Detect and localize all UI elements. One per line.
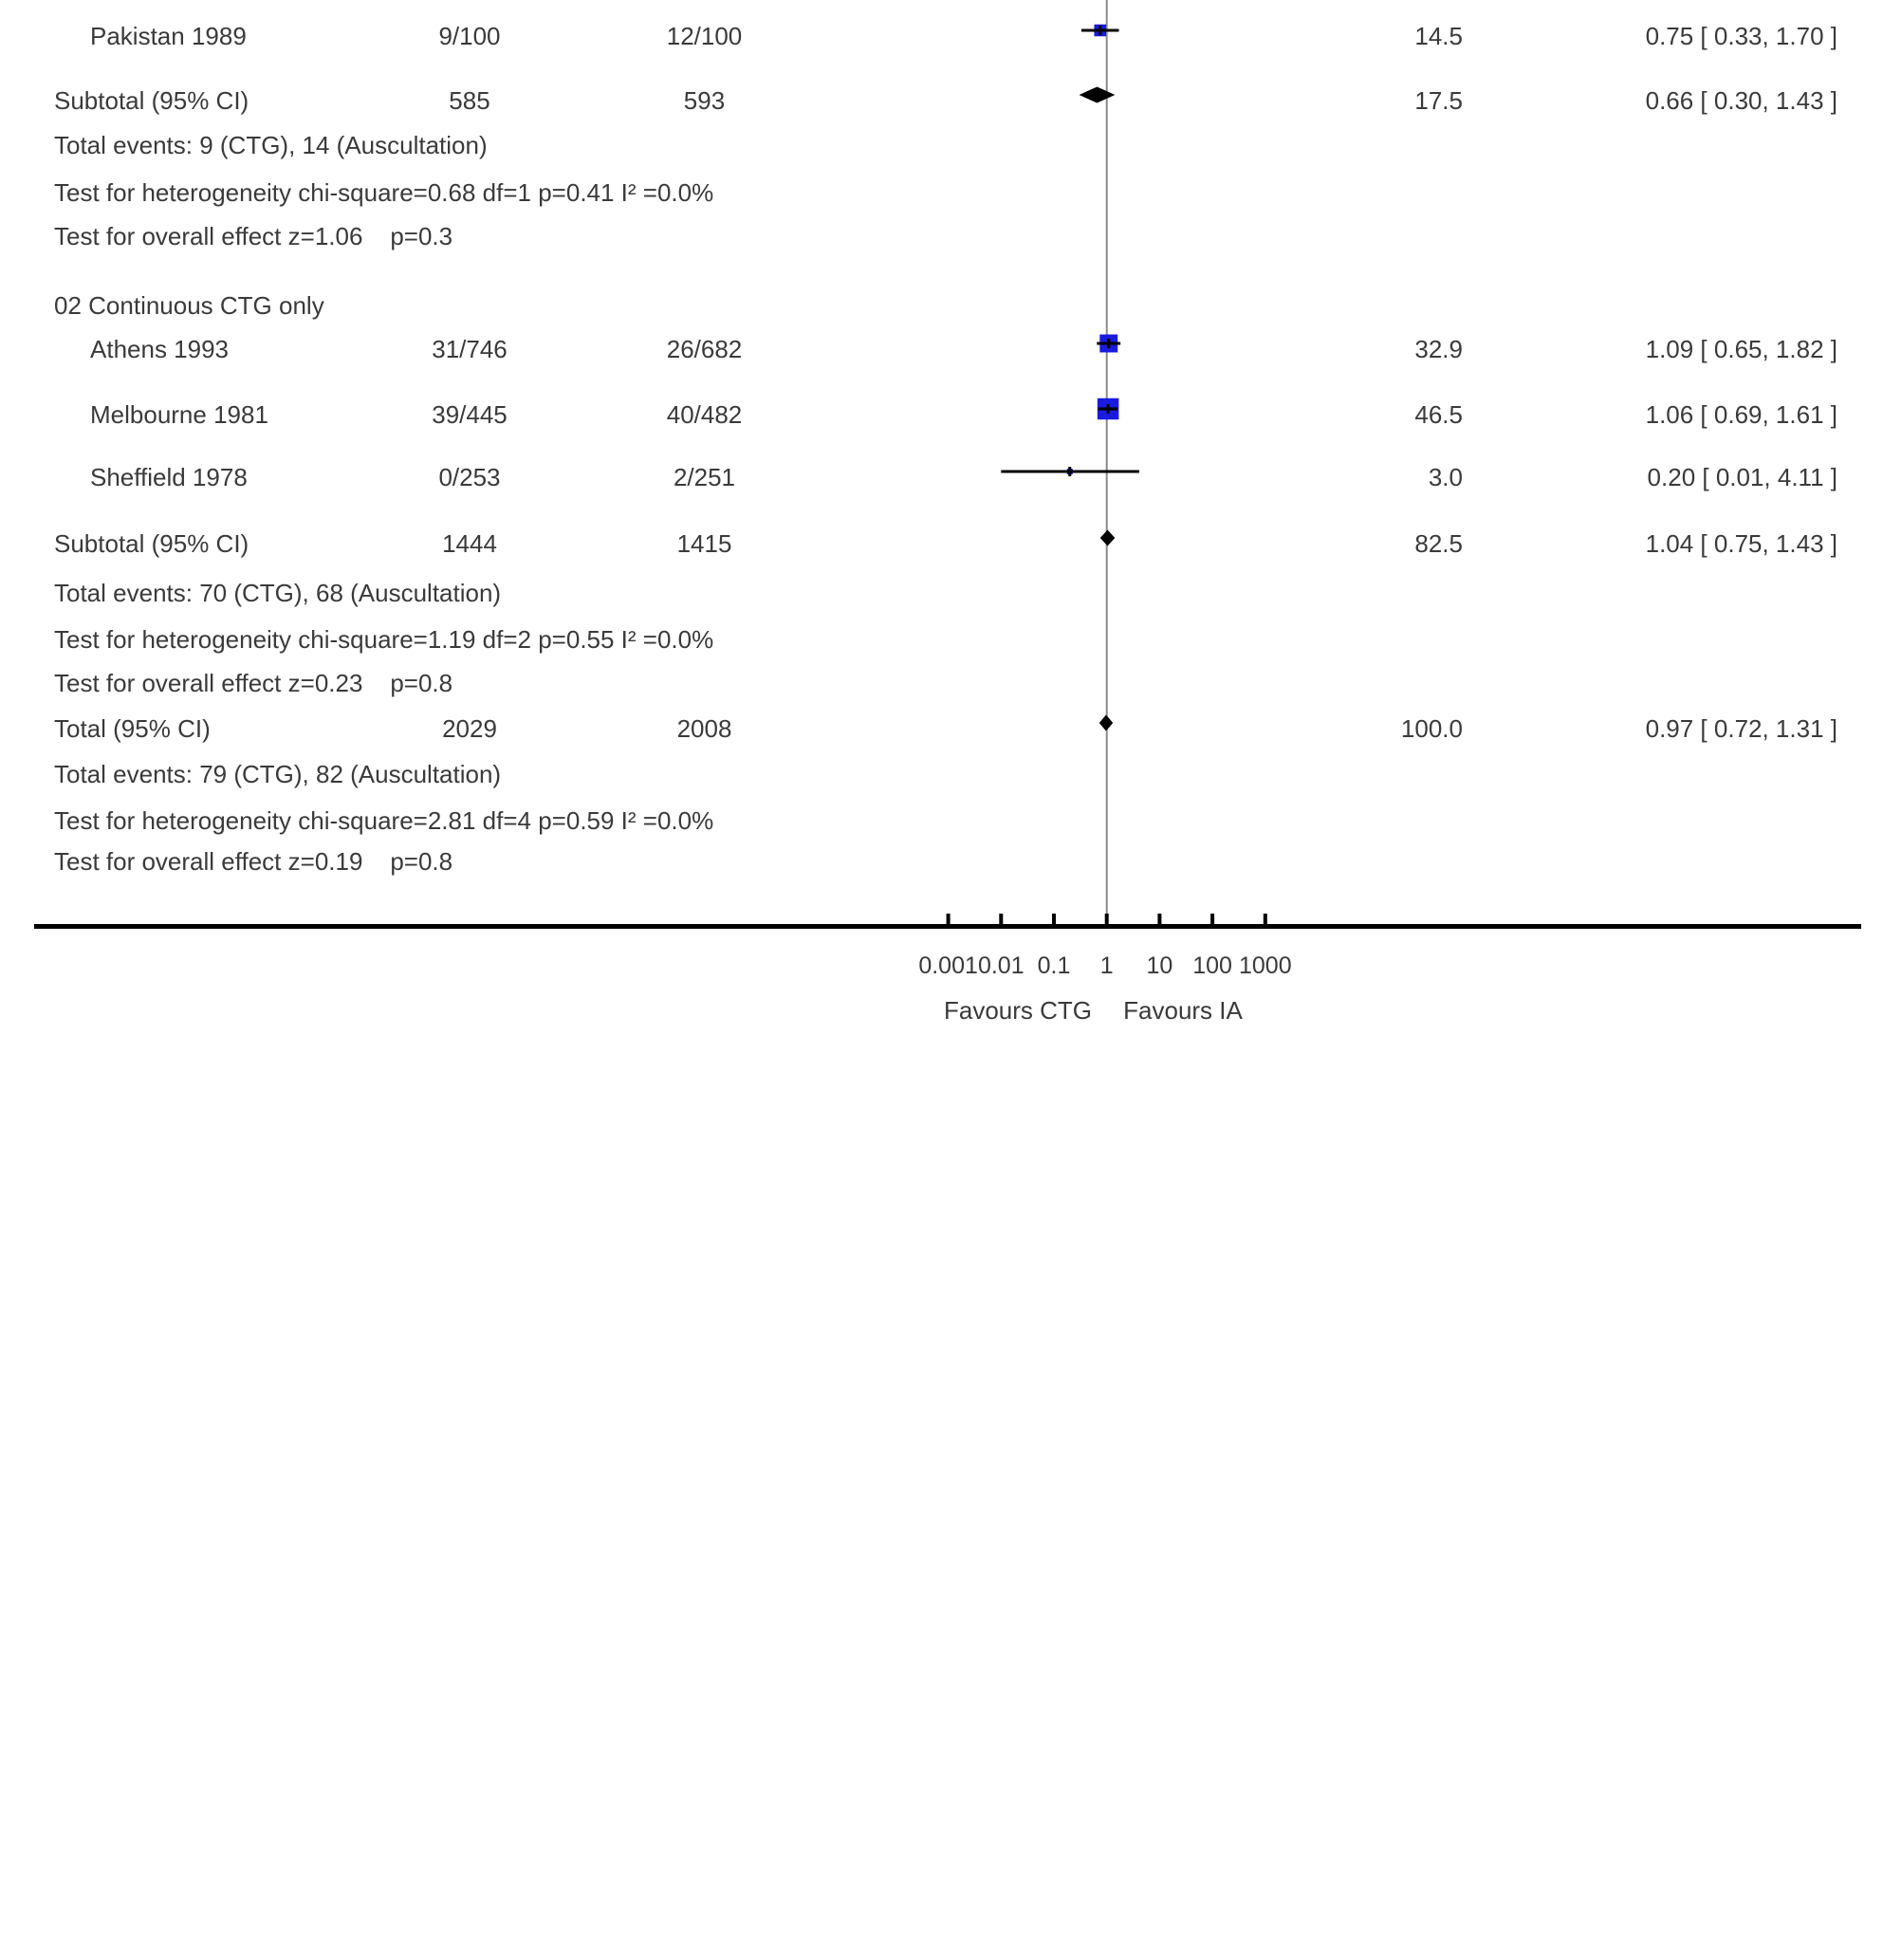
- control-n-value: 2008: [676, 714, 732, 743]
- row-label: Total (95% CI): [54, 714, 211, 743]
- weight-value: 82.5: [1414, 529, 1463, 558]
- axis-tick: [999, 914, 1003, 924]
- study-row: [0, 460, 1883, 494]
- control-n-value: 1415: [676, 529, 732, 558]
- control-n-value: 2/251: [673, 463, 736, 491]
- weight-value: 100.0: [1400, 714, 1463, 743]
- axis-tick-label: 10: [1146, 952, 1173, 979]
- axis-tick: [1052, 914, 1056, 924]
- effect-estimate-value: 0.66 [ 0.30, 1.43 ]: [1645, 86, 1837, 115]
- stats-text-row: [0, 219, 1883, 253]
- treatment-n-value: 1444: [442, 529, 497, 558]
- treatment-n-value: 2029: [442, 714, 497, 743]
- total-row: [0, 712, 1883, 746]
- weight-value: 3.0: [1428, 463, 1463, 491]
- row-label: Total events: 79 (CTG), 82 (Auscultation): [54, 760, 502, 788]
- axis-tick: [1105, 914, 1109, 924]
- row-label: Athens 1993: [90, 335, 230, 363]
- row-label: Pakistan 1989: [90, 22, 247, 50]
- study-row: [0, 19, 1883, 53]
- axis-tick: [947, 914, 951, 924]
- effect-estimate-value: 0.75 [ 0.33, 1.70 ]: [1645, 22, 1837, 50]
- effect-estimate-value: 0.20 [ 0.01, 4.11 ]: [1647, 463, 1837, 491]
- stats-text-row: [0, 757, 1883, 791]
- favours-ia-label: Favours IA: [1123, 996, 1243, 1025]
- effect-estimate-value: 1.04 [ 0.75, 1.43 ]: [1645, 529, 1837, 558]
- axis-tick: [1264, 914, 1267, 924]
- x-axis-line: [34, 924, 1861, 929]
- stats-text-row: [0, 176, 1883, 210]
- row-label: Melbourne 1981: [90, 400, 268, 429]
- treatment-n-value: 585: [449, 86, 490, 115]
- weight-value: 32.9: [1414, 335, 1463, 363]
- effect-estimate-value: 0.97 [ 0.72, 1.31 ]: [1645, 714, 1837, 743]
- row-label: Test for heterogeneity chi-square=1.19 df=2 p=0.55 I² =0.0%: [54, 625, 714, 654]
- subtotal-row: [0, 527, 1883, 561]
- axis-tick: [1157, 914, 1161, 924]
- row-label: Test for overall effect z=0.19 p=0.8: [54, 847, 453, 876]
- axis-tick-label: 0.001: [918, 952, 978, 979]
- axis-tick-label: 0.1: [1037, 952, 1071, 979]
- weight-value: 46.5: [1414, 400, 1463, 429]
- stats-text-row: [0, 576, 1883, 610]
- stats-text-row: [0, 128, 1883, 162]
- row-label: Total events: 9 (CTG), 14 (Auscultation): [54, 131, 488, 159]
- control-n-value: 593: [683, 86, 726, 115]
- study-row: [0, 332, 1883, 366]
- treatment-n-value: 39/445: [432, 400, 508, 429]
- stats-text-row: [0, 844, 1883, 878]
- row-label: Subtotal (95% CI): [54, 529, 249, 558]
- axis-tick: [1210, 914, 1214, 924]
- axis-tick-label: 100: [1192, 952, 1232, 979]
- stats-text-row: [0, 804, 1883, 838]
- subtotal-row: [0, 83, 1883, 118]
- treatment-n-value: 0/253: [438, 463, 501, 491]
- row-label: Subtotal (95% CI): [54, 86, 249, 115]
- row-label: Test for overall effect z=1.06 p=0.3: [54, 222, 453, 250]
- weight-value: 17.5: [1414, 86, 1463, 115]
- row-label: Test for overall effect z=0.23 p=0.8: [54, 669, 453, 697]
- study-row: [0, 398, 1883, 432]
- stats-text-row: [0, 666, 1883, 700]
- axis-tick-label: 1: [1099, 952, 1114, 979]
- axis-tick-label: 0.01: [977, 952, 1025, 979]
- effect-estimate-value: 1.09 [ 0.65, 1.82 ]: [1645, 335, 1837, 363]
- favours-ctg-label: Favours CTG: [943, 996, 1093, 1025]
- effect-estimate-value: 1.06 [ 0.69, 1.61 ]: [1645, 400, 1837, 429]
- control-n-value: 26/682: [666, 335, 743, 363]
- weight-value: 14.5: [1414, 22, 1463, 50]
- treatment-n-value: 9/100: [438, 22, 501, 50]
- control-n-value: 12/100: [666, 22, 743, 50]
- row-label: Sheffield 1978: [90, 463, 248, 491]
- row-label: 02 Continuous CTG only: [54, 291, 324, 320]
- stats-text-row: [0, 622, 1883, 656]
- group-row: [0, 288, 1883, 323]
- control-n-value: 40/482: [666, 400, 743, 429]
- treatment-n-value: 31/746: [432, 335, 508, 363]
- row-label: Test for heterogeneity chi-square=0.68 df=1 p=0.41 I² =0.0%: [54, 178, 714, 207]
- axis-tick-label: 1000: [1238, 952, 1292, 979]
- row-label: Test for heterogeneity chi-square=2.81 df=4 p=0.59 I² =0.0%: [54, 806, 714, 835]
- row-label: Total events: 70 (CTG), 68 (Auscultation): [54, 579, 502, 607]
